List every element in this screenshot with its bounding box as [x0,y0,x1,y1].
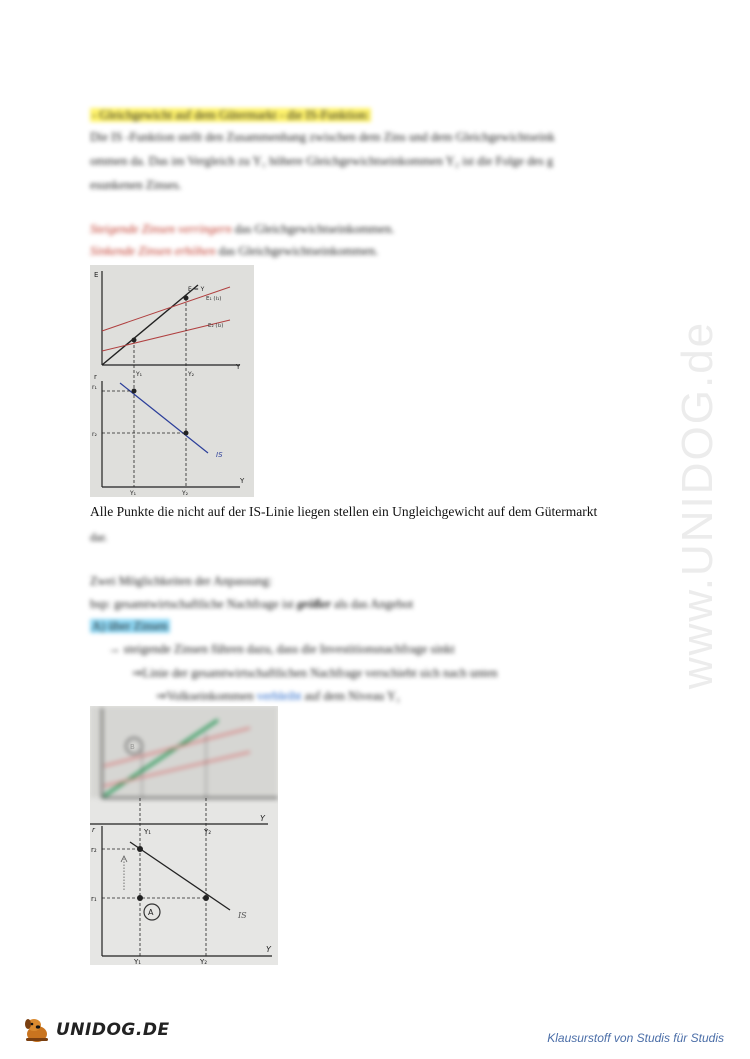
rule-falling-rates: Sinkende Zinsen erhöhen das Gleichgewichtseinkommen. [90,244,379,258]
adjustment-figure [90,706,278,965]
y-axis-label: Y [260,814,265,823]
paragraph-line: esunkenen Zinses. [90,178,182,192]
e2-label: E₂ (i₂) [208,323,224,329]
r2-label: r₂ [91,846,97,854]
r-axis-label: r [94,373,97,381]
disequilibrium-statement: Alle Punkte die nicht auf der IS-Linie liegen stellen ein Ungleichgewicht auf dem Gütermarkt [90,504,598,519]
y1-label: Y₁ [144,828,152,836]
e-axis-label: E [94,271,99,279]
adjustment-example: bsp: gesamtwirtschaftliche Nachfrage ist größer als das Angebot [90,597,414,611]
adjustment-step: → steigende Zinsen führen dazu, dass die Investitionsnachfrage sinkt [108,642,455,656]
e1-label: E₁ (i₁) [206,296,222,302]
r1-label: r₁ [91,895,97,903]
statement-continuation: dar. [90,530,108,544]
paragraph-line: Die IS -Funktion stellt den Zusammenhang zwischen dem Zins und dem Gleichgewichtseink [90,130,555,144]
y2-label-lower: Y₂ [200,958,208,965]
adjustment-title: Zwei Möglichkeiten der Anpassung: [90,574,273,588]
is-label: IS [216,451,223,459]
y2-label: Y₂ [204,828,212,836]
section-heading: - Gleichgewicht auf dem Gütermarkt - die IS-Funktion: [92,108,370,122]
y1-label: Y₁ [136,371,143,378]
rule-rising-rates: Steigende Zinsen verringern das Gleichgewichtseinkommen. [90,222,395,236]
y1-label-lower: Y₁ [130,490,137,497]
marker-a: A [148,908,154,917]
is-derivation-figure [90,265,254,497]
y2-label: Y₂ [188,371,195,378]
footer-logo[interactable] [22,1016,170,1044]
adjustment-step: ⇒Volkseinkommen verbleibt auf dem Niveau Y₁ [156,689,401,703]
y-axis-label: Y [236,363,241,371]
adjustment-diagram [90,706,278,965]
y1-label-lower: Y₁ [134,958,142,965]
footer-brand: UNIDOG.DE [56,1020,170,1040]
y-axis-label-lower: Y [240,477,245,485]
marker-b: B [130,743,135,751]
adjustment-step: ⇒Linie der gesamtwirtschaftlichen Nachfrage verschiebt sich nach unten [132,666,498,680]
adjustment-option-a: A) über Zinsen [92,619,168,633]
r2-label: r₂ [92,431,97,438]
is-label: IS [238,911,247,920]
footer-tagline: Klausurstoff von Studis für Studis [547,1031,724,1045]
dog-mascot-icon [22,1016,52,1044]
site-watermark: www.UNIDOG.de [673,320,722,690]
r-axis-label: r [92,826,95,834]
r1-label: r₁ [92,384,97,391]
paragraph-line: ommen da. Das im Vergleich zu Y₁ höhere Gleichgewichtseinkommen Y₂ ist die Folge des g [90,154,554,168]
y-axis-label-lower: Y [266,945,271,954]
is-derivation-diagram [90,265,254,497]
y2-label-lower: Y₂ [182,490,189,497]
forty-five-line-label: E = Y [188,286,205,293]
